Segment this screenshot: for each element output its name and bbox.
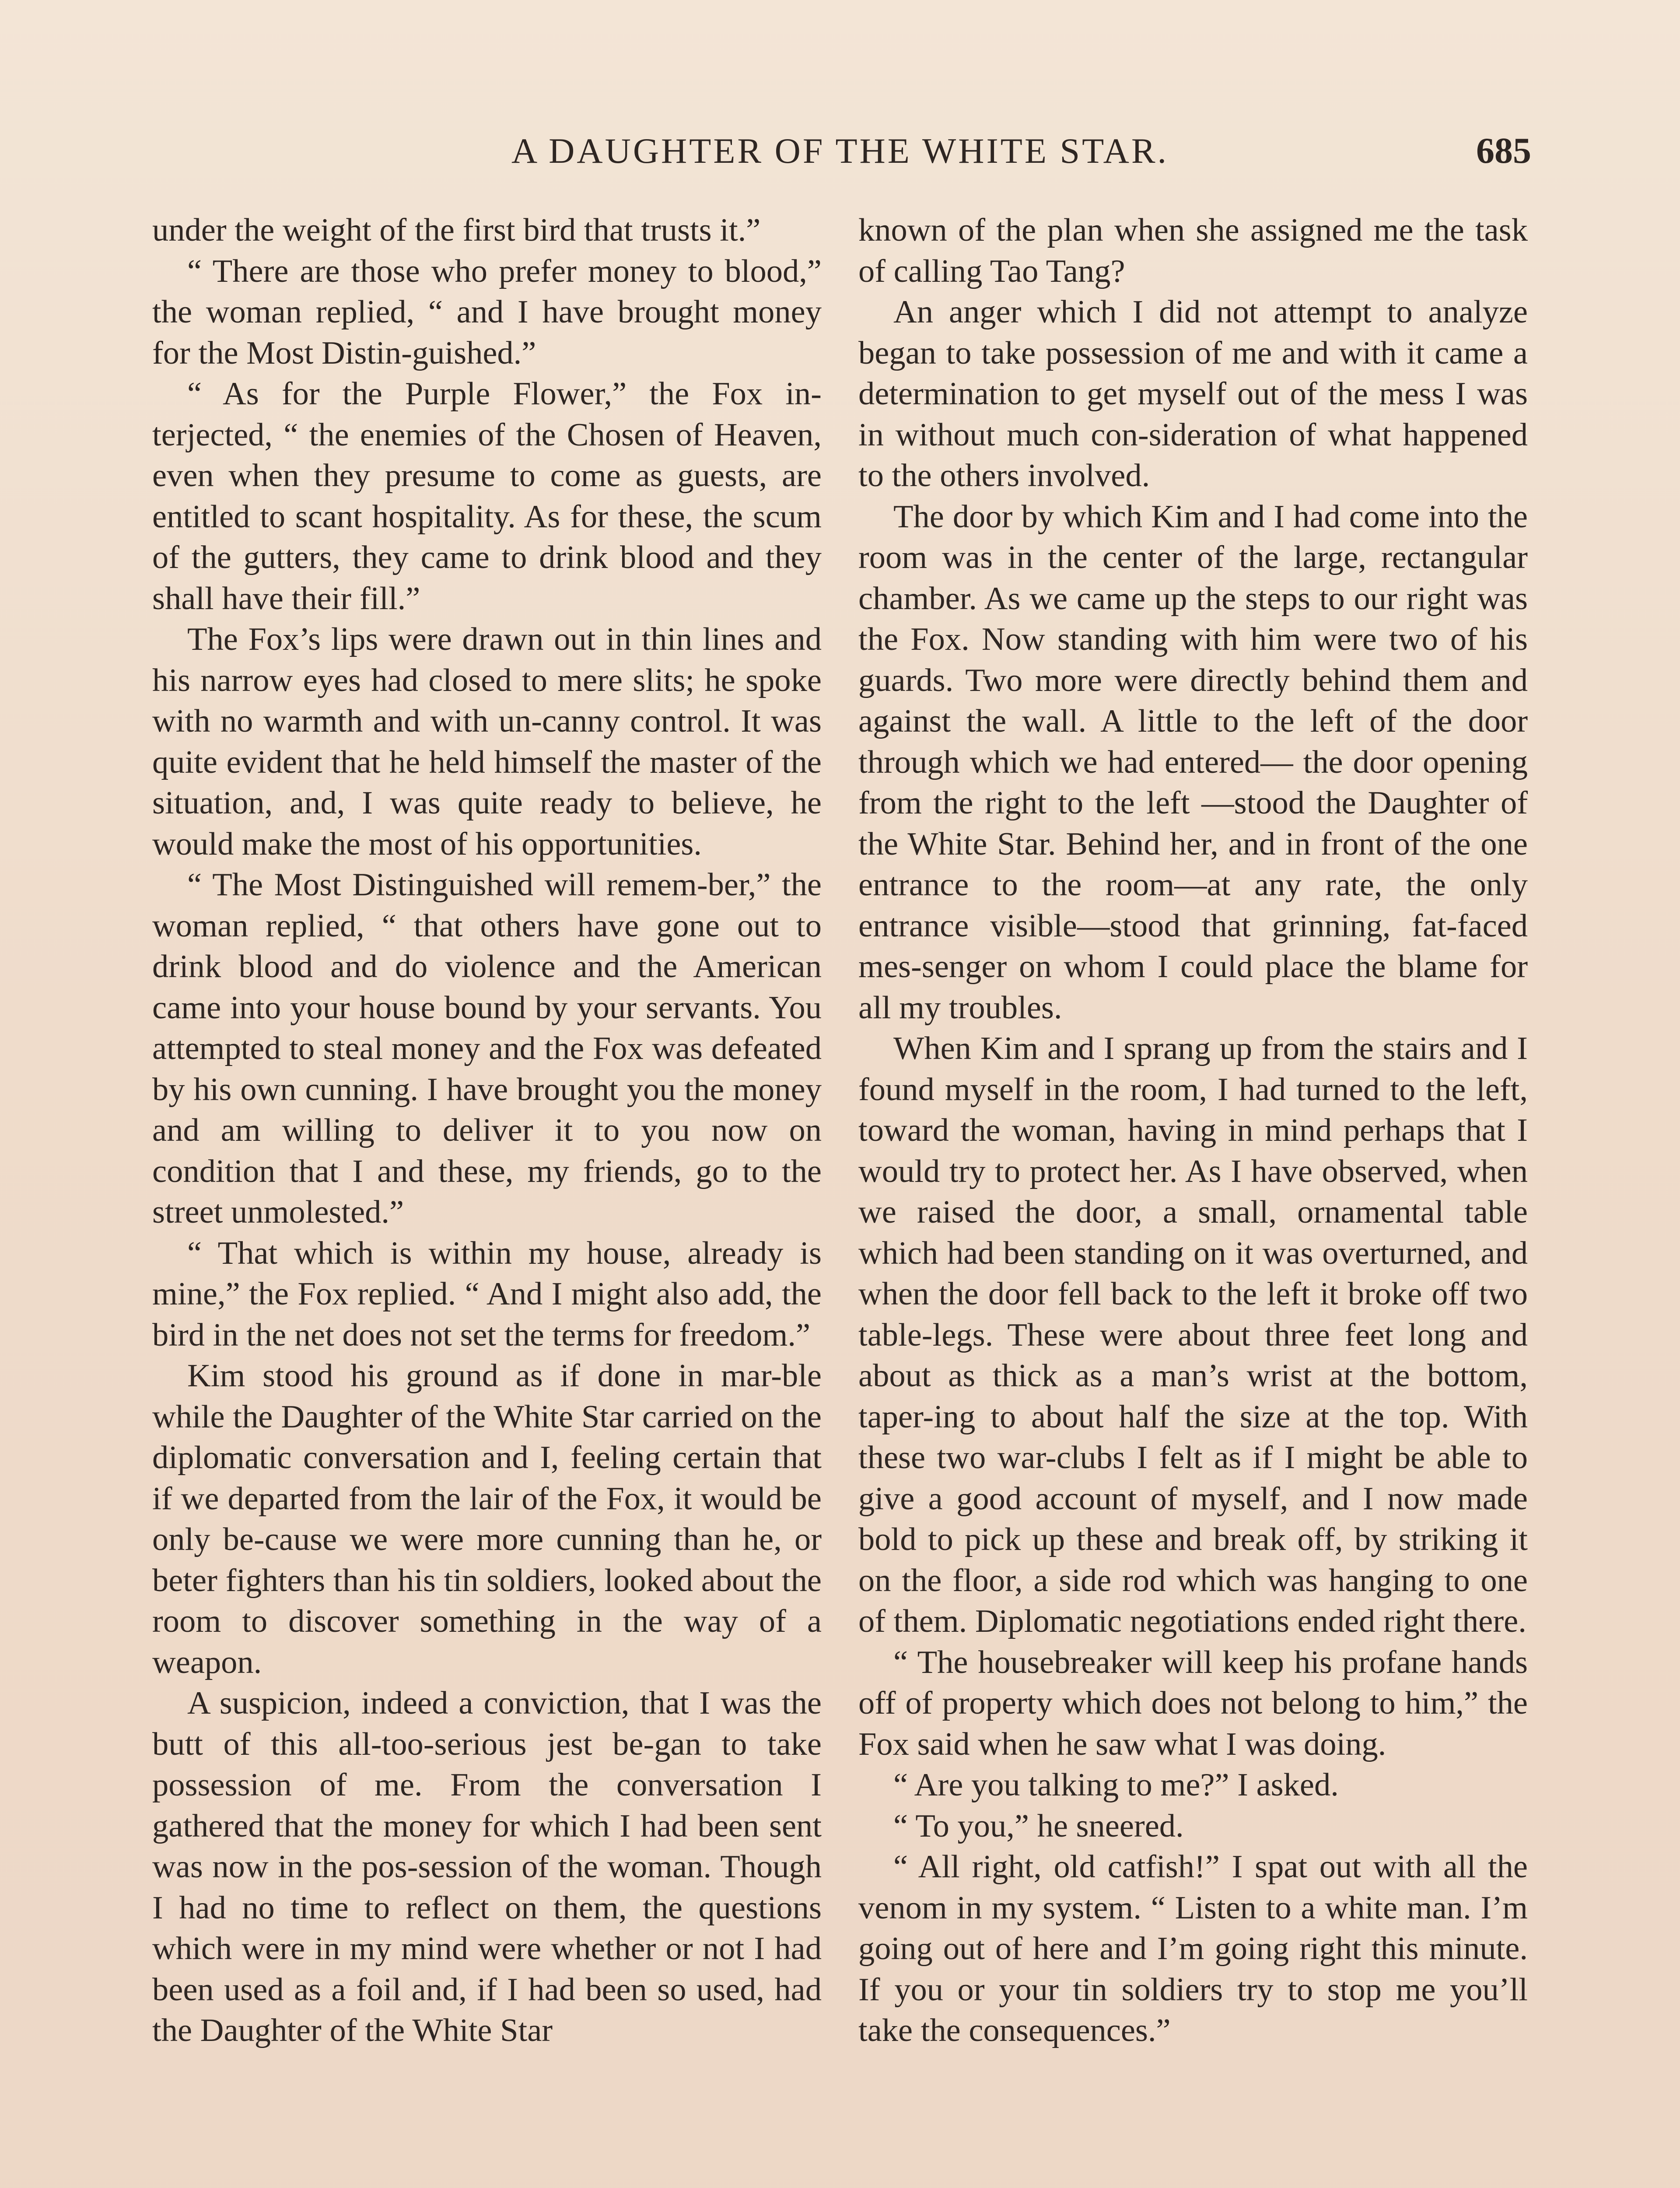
paragraph: “ That which is within my house, already is mine,” the Fox replied. “ And I might also add, the bird in the net does not set the terms for freedom.”	[152, 1235, 822, 1353]
paragraph: A suspicion, indeed a conviction, that I was the butt of this all-too-serious jest be-gan to take possession of me. From the conversation I gathered that the money for which I had been sent was now in the pos-session of the woman. Though I had no time to reflect on them, the questions which were in my mind were whether or not I had been used as a foil and, if I had been so used, had the Daughter of the White Star	[152, 1685, 822, 2048]
right-column	[858, 210, 1528, 2051]
page-number: 685	[1476, 130, 1531, 171]
paragraph: Kim stood his ground as if done in mar-ble while the Daughter of the White Star carried on the diplomatic conversation and I, feeling certain that if we departed from the lair of the Fox, it would be only be-cause we were more cunning than he, or beter fighters than his tin soldiers, looked about the room to discover something in the way of a weapon.	[152, 1358, 822, 1680]
paragraph: When Kim and I sprang up from the stairs and I found myself in the room, I had turned to the left, toward the woman, having in mind perhaps that I would try to protect her. As I have observed, when we raised the door, a small, ornamental table which had been standing on it was overturned, and when the door fell back to the left it broke off two table-legs. These were about three feet long and about as thick as a man’s wrist at the bottom, taper-ing to about half the size at the top. With these two war-clubs I felt as if I might be able to give a good account of myself, and I now made bold to pick up these and break off, by striking it on the floor, a side rod which was hanging to one of them. Diplomatic negotiations ended right there.	[858, 1031, 1528, 1639]
paragraph: “ To you,” he sneered.	[893, 1808, 1184, 1844]
paragraph: “ Are you talking to me?” I asked.	[893, 1767, 1339, 1803]
paragraph: The door by which Kim and I had come into the room was in the center of the large, rectangular chamber. As we came up the steps to our right was the Fox. Now standing with him were two of his guards. Two more were directly behind them and against the wall. A little to the left of the door through which we had entered— the door opening from the right to the left —stood the Daughter of the White Star. Behind her, and in front of the one entrance to the room—at any rate, the only entrance visible—stood that grinning, fat-faced mes-senger on whom I could place the blame for all my troubles.	[858, 498, 1528, 1026]
paragraph: “ There are those who prefer money to blood,” the woman replied, “ and I have brought money for the Most Distin-guished.”	[152, 253, 822, 371]
left-column	[152, 210, 822, 2051]
running-head	[149, 127, 1531, 175]
paragraph: “ All right, old catfish!” I spat out with all the venom in my system. “ Listen to a white man. I’m going out of here and I’m going right this minute. If you or your tin soldiers try to stop me you’ll take the consequences.”	[858, 1849, 1528, 2048]
paragraph: “ The housebreaker will keep his profane hands off of property which does not belong to him,” the Fox said when he saw what I was doing.	[858, 1644, 1528, 1762]
paragraph: “ As for the Purple Flower,” the Fox in-terjected, “ the enemies of the Chosen of Heaven, even when they presume to come as guests, are entitled to scant hospitality. As for these, the scum of the gutters, they came to drink blood and they shall have their fill.”	[152, 376, 822, 617]
paragraph: The Fox’s lips were drawn out in thin lines and his narrow eyes had closed to mere slits; he spoke with no warmth and with un-canny control. It was quite evident that he held himself the master of the situation, and, I was quite ready to believe, he would make the most of his opportunities.	[152, 621, 822, 862]
paragraph: “ The Most Distinguished will remem-ber,” the woman replied, “ that others have gone out to drink blood and do violence and the American came into your house bound by your servants. You attempted to steal money and the Fox was defeated by his own cunning. I have brought you the money and am willing to deliver it to you now on condition that I and these, my friends, go to the street unmolested.”	[152, 867, 822, 1230]
paragraph: under the weight of the first bird that trusts it.”	[152, 212, 761, 248]
running-title: A DAUGHTER OF THE WHITE STAR.	[511, 131, 1169, 171]
paragraph: known of the plan when she assigned me the task of calling Tao Tang?	[858, 212, 1528, 289]
paragraph: An anger which I did not attempt to analyze began to take possession of me and with it came a determination to get myself out of the mess I was in without much con-sideration of what happened to the others involved.	[858, 294, 1528, 494]
